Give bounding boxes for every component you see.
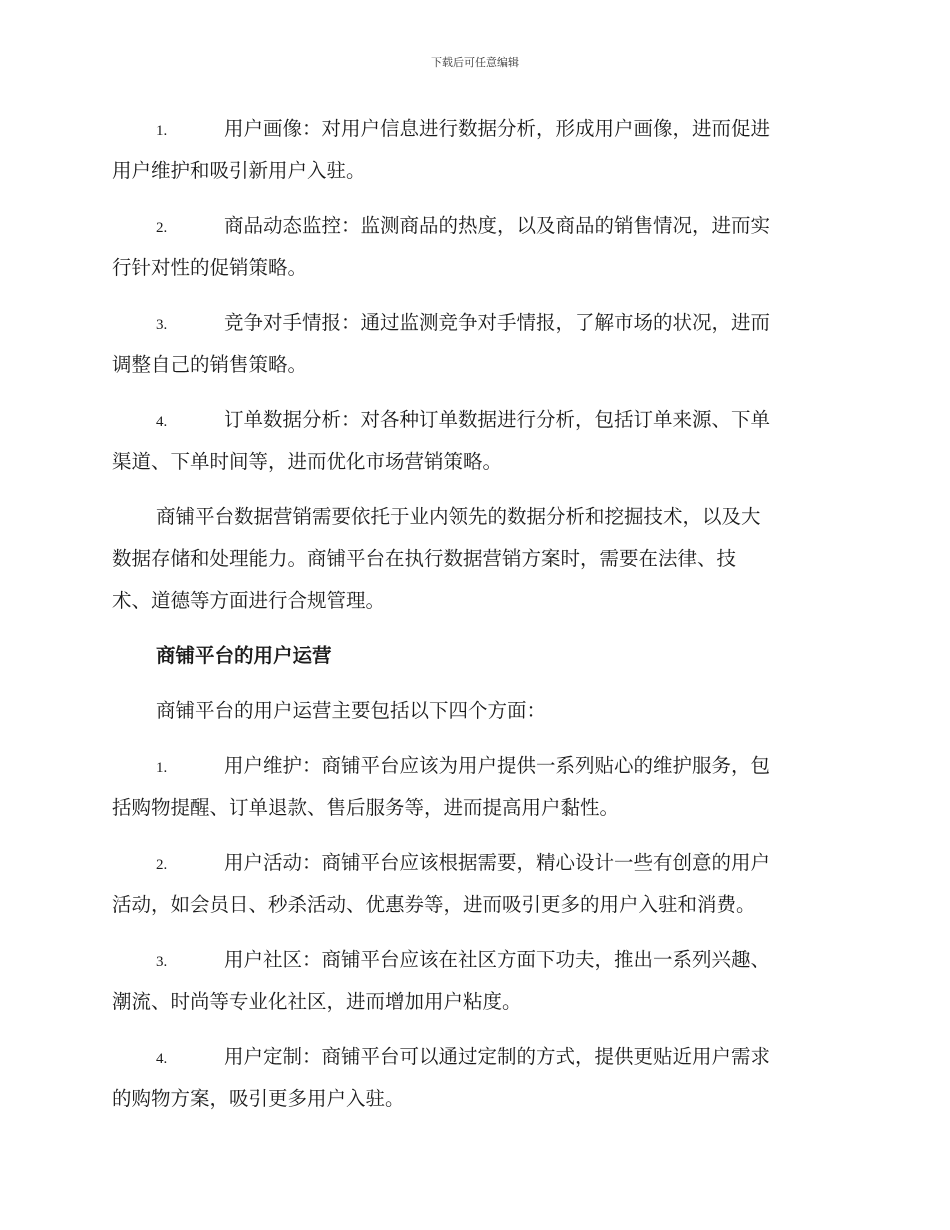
list-item-line (112, 399, 838, 441)
list-item (112, 108, 838, 192)
list-item-line (112, 108, 838, 150)
list-item-line (112, 302, 838, 344)
list-item-line (112, 745, 838, 787)
list-item (112, 842, 838, 926)
paragraph-line (112, 496, 838, 538)
paragraph (112, 690, 838, 732)
paragraph-text: 商铺平台数据营销需要依托于业内领先的数据分析和挖掘技术，以及大 (156, 505, 761, 528)
list-text: 用户定制：商铺平台可以通过定制的方式，提供更贴近用户需求 (224, 1045, 771, 1068)
list-item-line: 调整自己的销售策略。 (112, 353, 308, 376)
list-text: 订单数据分析：对各种订单数据进行分析，包括订单来源、下单 (224, 408, 771, 431)
paragraph-line: 数据存储和处理能力。商铺平台在执行数据营销方案时，需要在法律、技 (112, 547, 737, 570)
list-text: 竞争对手情报：通过监测竞争对手情报，了解市场的状况，进而 (224, 311, 771, 334)
list-item-line: 行针对性的促销策略。 (112, 256, 308, 279)
list-number: 2. (156, 857, 168, 873)
paragraph-line (112, 690, 838, 732)
list-item-line (112, 205, 838, 247)
paragraph-text: 商铺平台的用户运营主要包括以下四个方面： (156, 699, 547, 722)
list-number: 2. (156, 220, 168, 236)
list-item-line (112, 842, 838, 884)
list-item-line: 渠道、下单时间等，进而优化市场营销策略。 (112, 450, 503, 473)
list-item-line: 活动，如会员日、秒杀活动、优惠券等，进而吸引更多的用户入驻和消费。 (112, 893, 756, 916)
list-number: 3. (156, 954, 168, 970)
list-item-line (112, 939, 838, 981)
list-item (112, 399, 838, 483)
list-item (112, 745, 838, 829)
list-text: 用户社区：商铺平台应该在社区方面下功夫，推出一系列兴趣、 (224, 948, 771, 971)
document-body (112, 108, 838, 1133)
list-text: 用户活动：商铺平台应该根据需要，精心设计一些有创意的用户 (224, 851, 771, 874)
paragraph-line: 术、道德等方面进行合规管理。 (112, 589, 386, 612)
list-item-line: 用户维护和吸引新用户入驻。 (112, 159, 366, 182)
section-heading: 商铺平台的用户运营 (156, 644, 332, 667)
header-note: 下载后可任意编辑 (431, 56, 519, 69)
list-text: 用户维护：商铺平台应该为用户提供一系列贴心的维护服务，包 (224, 754, 771, 777)
list-item (112, 1036, 838, 1120)
list-number: 3. (156, 317, 168, 333)
list-item (112, 205, 838, 289)
list-item (112, 302, 838, 386)
list-text: 用户画像：对用户信息进行数据分析，形成用户画像，进而促进 (224, 117, 771, 140)
list-text: 商品动态监控：监测商品的热度，以及商品的销售情况，进而实 (224, 214, 771, 237)
list-item (112, 939, 838, 1023)
list-item-line: 括购物提醒、订单退款、售后服务等，进而提高用户黏性。 (112, 796, 620, 819)
list-number: 4. (156, 414, 168, 430)
list-item-line: 潮流、时尚等专业化社区，进而增加用户粘度。 (112, 990, 522, 1013)
list-number: 4. (156, 1051, 168, 1067)
list-item-line: 的购物方案，吸引更多用户入驻。 (112, 1087, 405, 1110)
list-number: 1. (156, 760, 168, 776)
list-number: 1. (156, 123, 168, 139)
paragraph (112, 496, 838, 622)
list-item-line (112, 1036, 838, 1078)
